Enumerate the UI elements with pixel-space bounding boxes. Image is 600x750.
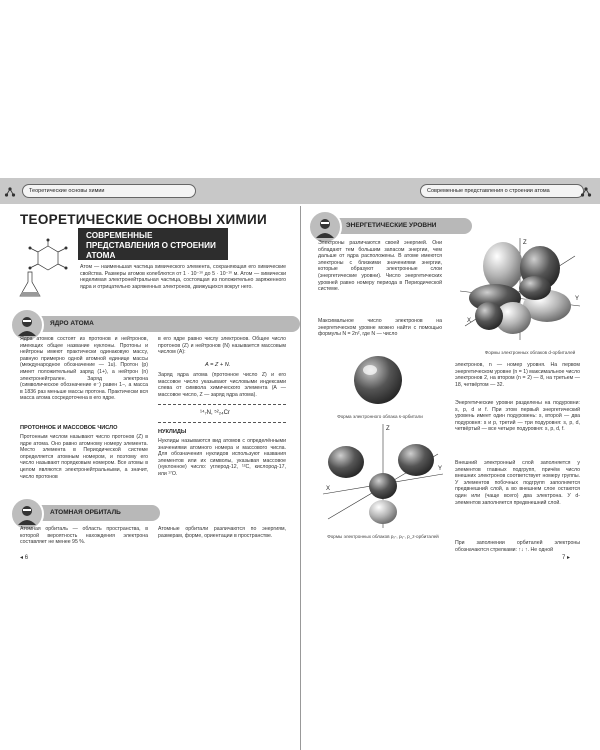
dashed-divider <box>158 404 286 405</box>
orbital-col2-text: Атомные орбитали различаются по энергиям, размерам, форме, ориентации в пространстве. <box>158 526 286 539</box>
axis-label-z: Z <box>386 426 390 432</box>
orbital-col1-text: Атомная орбиталь — область пространства, в которой вероятность нахождения электрона составляет не менее 95 %. <box>20 526 148 546</box>
d-orbital-illustration <box>455 236 585 344</box>
axis-label-x: X <box>326 486 331 492</box>
section-heading-orbital: АТОМНАЯ ОРБИТАЛЬ <box>30 505 160 521</box>
scientist-icon <box>308 210 342 244</box>
isotope-notation: ¹⁴₇N, ⁵²₂₄Cr <box>200 410 230 416</box>
arrows-text: При заполнении орбиталей электроны обозначаются стрелками: ↑↓ ↑. Не одной <box>455 540 580 553</box>
sublevels-text: Энергетические уровни разделены на подуровни: s, p, d и f. При этом первый энергетический уровень имеет один подуровень: s, второй — два подуровня: s и p, третий — три подуровня: s, p, d, четвёртый — все четыре подуровня: s, p, d, f. <box>455 400 580 433</box>
nuclides-heading: НУКЛИДЫ <box>158 429 187 435</box>
energy-text-2: Максимальное число электронов на энергетическом уровне можно найти с помощью формулы N = 2n², где N — число <box>318 318 442 338</box>
section-banner: СОВРЕМЕННЫЕ ПРЕДСТАВЛЕНИЯ О СТРОЕНИИ АТОМА <box>78 228 228 260</box>
flask-molecule-illustration <box>18 240 78 300</box>
caption-d-orbitals: Формы электронных облаков d-орбиталей <box>484 350 576 355</box>
caption-p-orbitals: Формы электронных облаков pₓ-, pᵧ-, p_z-орбиталей <box>327 534 439 539</box>
levels-text: электронов, n — номер уровня. На первом энергетическом уровне (n = 1) максимальное число электронов 2, на втором (n = 2) — 8, на третьем — 18, четвёртом — 32. <box>455 362 580 388</box>
nucleus-col2-text: в его ядре равно числу электронов. Общее число протонов (Z) и нейтронов (N) называется массовым числом (A): <box>158 336 286 356</box>
outer-layer-text: Внешний электронный слой заполняется у элементов главных подгрупп, причём число внешних электронов соответствует номеру группы. У элементов побочных подгрупп заполняется предвнешний слой, а во внешнем слое остаются один или (чаще всего) два электрона. У d-элементов заполняется предвнешний слой. <box>455 460 580 506</box>
page-spine <box>300 206 301 750</box>
axis-label-x: X <box>467 318 472 324</box>
section-heading-energy: ЭНЕРГЕТИЧЕСКИЕ УРОВНИ <box>326 218 472 234</box>
page-title: ТЕОРЕТИЧЕСКИЕ ОСНОВЫ ХИМИИ <box>20 212 268 227</box>
proton-text: Протонным числом называют число протонов (Z) в ядре атома. Оно равно атомному номеру элемента. Место элемента в Периодической системе определяется атомным номером, и поэтому его число называют порядковым номером. Все атомы в целом являются электронейтральными, а значит, число протонов <box>20 434 148 480</box>
nuclides-text: Нуклиды называются вид атомов с определёнными значениями атомного номера и массового числа. Для обозначения нуклидов используют названия элементов или их символы, указывая массовое (нуклонное) число: углерод-12, ¹²C, кислород-17, или ¹⁷O. <box>158 438 286 477</box>
axis-label-y: Y <box>438 466 443 472</box>
header-right-pill: Современные представления о строении атома <box>420 184 584 198</box>
axis-label-y: Y <box>575 296 580 302</box>
energy-text-1: Электроны различаются своей энергией. Они обладают тем большим запасом энергии, чем дальше от ядра расположены. В атоме имеются электроны с близкими значениями энергии, которые образуют электронные слои (энергетические уровни). Число энергетических уровней равно номеру периода в Периодической системе. <box>318 240 442 293</box>
dashed-divider <box>158 422 286 423</box>
p-orbitals-illustration <box>318 424 448 530</box>
proton-heading: ПРОТОННОЕ И МАССОВОЕ ЧИСЛО <box>20 425 118 431</box>
nucleus-col1-text: Ядра атомов состоят из протонов и нейтронов, имеющих общее название нуклоны. Протоны и нейтроны имеют практически одинаковую массу, равную примерно одной атомной единице массы (международное обозначение — 1u). Протон (p) имеет положительный заряд (1+), а нейтрон (n) электронейтрален. Заряд электрона (символическое обозначение e⁻) равен 1−, а масса в 1836 раз меньше массы протона. Практически вся масса атома сосредоточена в его ядре. <box>20 336 148 402</box>
charge-text: Заряд ядра атома (протонное число Z) и его массовое число указывают числовыми индексами слева от символа химического элемента (A — массовое число, Z — заряд ядра атома). <box>158 372 286 398</box>
molecule-icon <box>4 186 16 198</box>
molecule-icon <box>580 186 592 198</box>
caption-s-orbital: Форма электронного облака s-орбитали <box>337 414 423 419</box>
section-heading-nucleus: ЯДРО АТОМА <box>30 316 300 332</box>
intro-text: Атом — наименьшая частица химического элемента, сохраняющая его химические свойства. Размеры атомов колеблются от 1 · 10⁻¹⁰ до 5 · 10⁻¹⁰ м. Атом — химически неделимая электронейтральная частица, состоящая из положительно заряженного ядра и отрицательно заряженных электронов, движущихся вокруг него. <box>80 264 286 290</box>
s-orbital-illustration <box>348 350 408 410</box>
header-left-pill: Теоретические основы химии <box>22 184 196 198</box>
page-number-right: 7 ▸ <box>562 555 571 561</box>
page-number-left: ◂ 6 <box>20 555 29 561</box>
mass-formula: A = Z + N. <box>205 362 231 368</box>
axis-label-z: Z <box>523 240 527 246</box>
